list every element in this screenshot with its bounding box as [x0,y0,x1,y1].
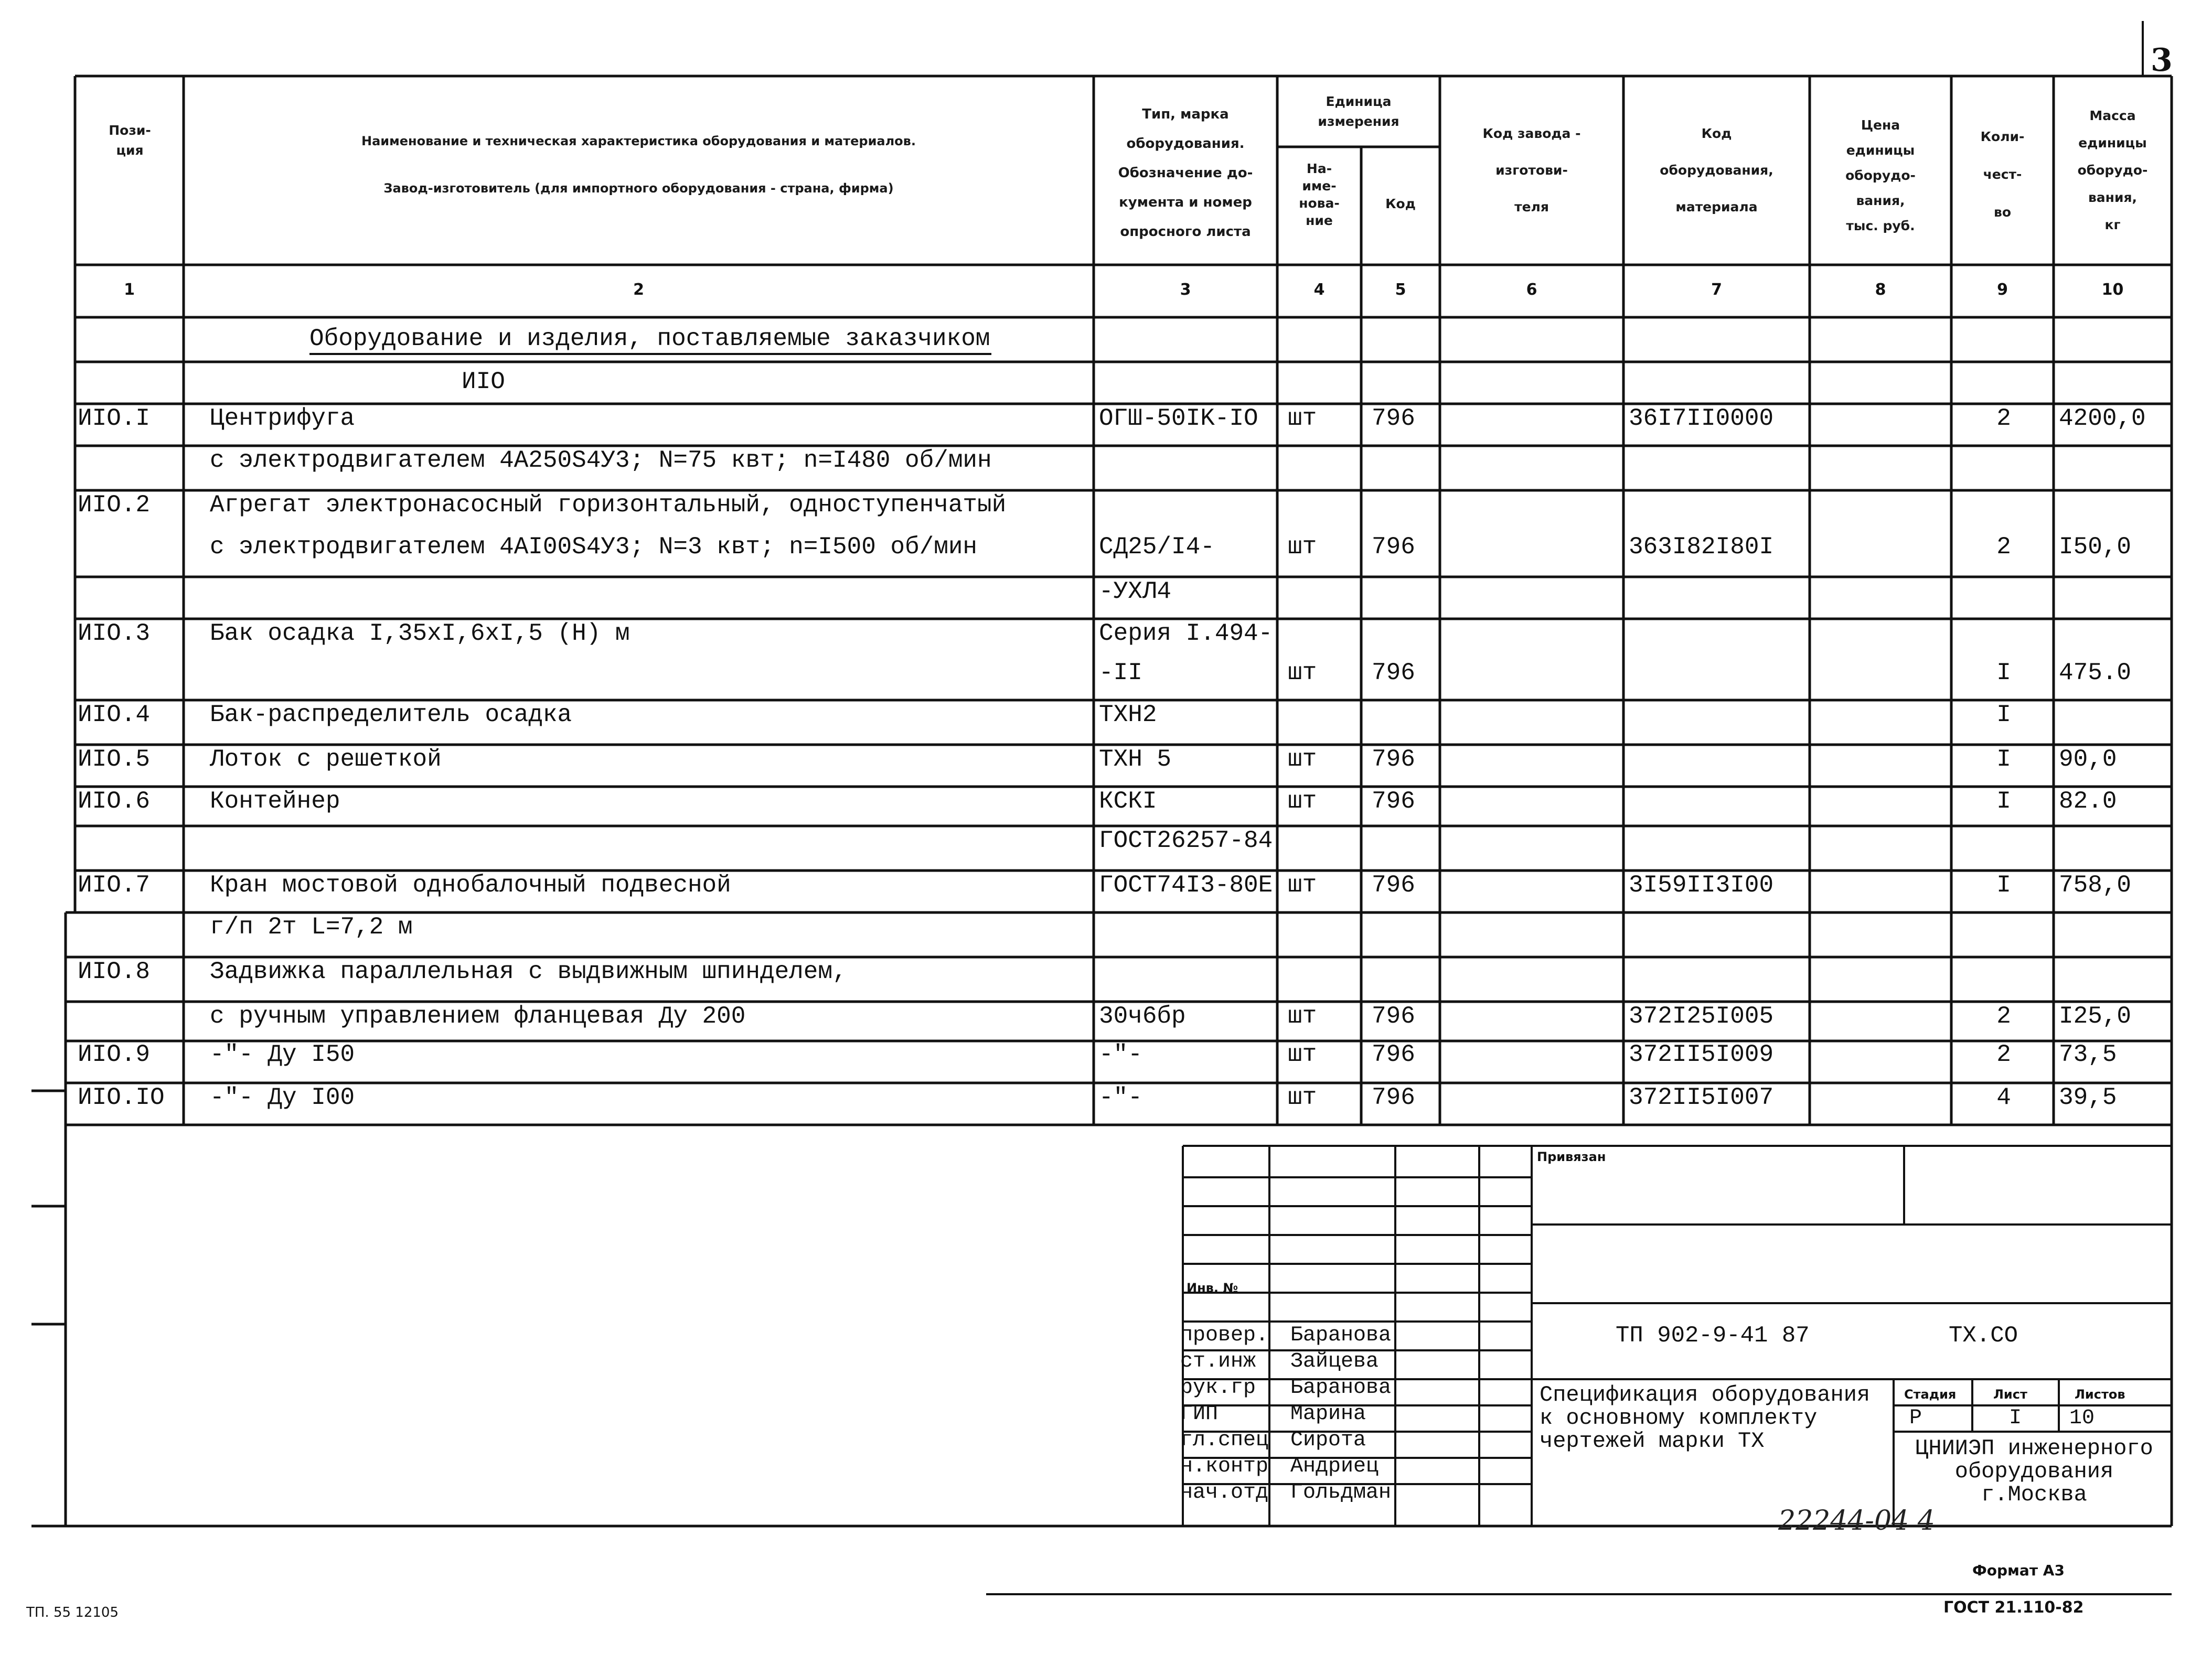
row-11-pos: ИIO.7 [78,872,151,899]
sheet-number: 3 [2151,42,2173,79]
row-16-name: -"- Ду I00 [210,1084,355,1111]
header-name-line1: Наименование и техническая характеристика оборудования и материалов. [361,134,916,148]
row-8-code: 796 [1372,746,1415,773]
inv-no-label: Инв. № [1187,1281,1238,1295]
row-11-name: Кран мостовой однобалочный подвесной [210,872,731,899]
bottom-left-code: ТП. 55 12105 [26,1605,119,1620]
row-3-unit: шт [1288,533,1317,561]
row-11-qty: I [1996,872,2011,899]
row-0-code: 796 [1372,405,1415,432]
row-11-unit: шт [1288,872,1317,899]
role-1: ст.инж [1180,1350,1256,1373]
role-name-5: Андриец [1290,1455,1379,1478]
row-16-unit: шт [1288,1084,1317,1111]
col-number-3: 3 [1180,281,1191,299]
row-7-qty: I [1996,701,2011,728]
row-16-equip-code: 372II5I007 [1629,1084,1774,1111]
row-0-pos: ИIO.I [78,405,151,432]
row-6-type: -II [1099,659,1142,686]
format-label: Формат А3 [1972,1562,2065,1579]
row-0-type: ОГШ-50IK-IO [1099,405,1258,432]
row-15-qty: 2 [1996,1041,2011,1068]
col-number-10: 10 [2101,281,2124,299]
stage-label: Стадия [1904,1387,1957,1402]
row-9-qty: I [1996,788,2011,815]
row-15-pos: ИIO.9 [78,1041,151,1068]
row-15-code: 796 [1372,1041,1415,1068]
row-9-name: Контейнер [210,788,340,815]
row-0-name: Центрифуга [210,405,355,432]
header-quantity: Коли- чест- во [1980,129,2025,220]
row-2-pos: ИIO.2 [78,491,151,519]
row-16-qty: 4 [1996,1084,2011,1111]
row-7-type: ТХН2 [1099,701,1157,728]
sheet-value: I [2009,1406,2022,1430]
row-9-unit: шт [1288,788,1317,815]
group-title: ИIO [462,368,505,395]
row-13-pos: ИIO.8 [78,958,151,985]
row-16-pos: ИIO.IO [78,1084,165,1111]
header-type: Тип, марка оборудования. Обозначение до- кумента и номер опросного листа [1118,106,1253,240]
header-price: Цена единицы оборудо- вания, тыс. руб. [1845,117,1916,233]
role-name-2: Баранова [1290,1376,1392,1400]
header-position: Пози- ция [109,123,151,158]
mark-code: ТХ.СО [1949,1323,2018,1349]
header-unit-name: На- име- нова- ние [1299,161,1340,228]
sheet-label: Лист [1993,1387,2027,1402]
row-0-mass: 4200,0 [2059,405,2146,432]
row-7-name: Бак-распределитель осадка [210,701,572,728]
row-6-code: 796 [1372,659,1415,686]
row-9-type: КСКI [1099,788,1157,815]
stage-value: Р [1909,1406,1922,1430]
section-title: Оборудование и изделия, поставляемые заказчиком [309,325,990,352]
row-5-name: Бак осадка I,35хI,6хI,5 (Н) м [210,620,630,647]
row-2-name: Агрегат электронасосный горизонтальный, одноступенчатый [210,491,1007,519]
row-11-mass: 758,0 [2059,872,2132,899]
header-unit: Единица измерения [1318,94,1399,129]
role-6: нач.отд [1180,1481,1269,1505]
row-9-pos: ИIO.6 [78,788,151,815]
row-3-name: с электродвигателем 4АI00S4У3; N=3 квт; n=I500 об/мин [210,533,978,561]
row-13-name: Задвижка параллельная с выдвижным шпинделем, [210,958,847,985]
row-16-type: -"- [1099,1084,1142,1111]
row-11-code: 796 [1372,872,1415,899]
row-6-mass: 475.0 [2059,659,2132,686]
row-0-qty: 2 [1996,405,2011,432]
role-name-0: Баранова [1290,1324,1392,1347]
organization: ЦНИИЭП инженерного оборудования г.Москва [1915,1436,2153,1507]
header-equip-code: Код оборудования, материала [1660,126,1773,214]
row-16-code: 796 [1372,1084,1415,1111]
role-4: гл.спец [1180,1429,1269,1452]
privyazan-label: Привязан [1537,1150,1606,1164]
row-16-mass: 39,5 [2059,1084,2117,1111]
header-plant-code: Код завода - изготови- теля [1482,126,1581,214]
row-14-qty: 2 [1996,1003,2011,1030]
row-7-pos: ИIO.4 [78,701,151,728]
role-5: н.контр [1180,1455,1269,1478]
role-name-4: Сирота [1290,1429,1366,1452]
row-15-mass: 73,5 [2059,1041,2117,1068]
row-15-equip-code: 372II5I009 [1629,1041,1774,1068]
row-5-pos: ИIO.3 [78,620,151,647]
row-9-code: 796 [1372,788,1415,815]
row-11-type: ГОСТ74I3-80Е [1099,872,1273,899]
row-8-pos: ИIO.5 [78,746,151,773]
row-12-name: г/п 2т L=7,2 м [210,914,413,941]
doc-code: ТП 902-9-41 87 [1616,1323,1810,1349]
row-10-type: ГОСТ26257-84 [1099,827,1273,854]
col-number-6: 6 [1526,281,1537,299]
role-name-1: Зайцева [1290,1350,1379,1373]
row-1-name: с электродвигателем 4А250S4У3; N=75 квт; n=I480 об/мин [210,447,992,474]
row-8-mass: 90,0 [2059,746,2117,773]
col-number-8: 8 [1875,281,1886,299]
row-3-mass: I50,0 [2059,533,2132,561]
row-15-type: -"- [1099,1041,1142,1068]
document-title: Спецификация оборудования к основному комплекту чертежей марки ТХ [1540,1382,1871,1454]
row-8-qty: I [1996,746,2011,773]
sheets-label: Листов [2075,1387,2125,1402]
col-number-1: 1 [124,281,135,299]
row-14-equip-code: 372I25I005 [1629,1003,1774,1030]
row-11-equip-code: 3I59II3I00 [1629,872,1774,899]
row-8-name: Лоток с решеткой [210,746,442,773]
header-mass: Масса единицы оборудо- вания, кг [2077,108,2148,232]
row-4-type: -УХЛ4 [1099,578,1172,605]
row-3-qty: 2 [1996,533,2011,561]
role-3: ГИП [1180,1402,1219,1426]
row-5-type: Серия I.494- [1099,620,1273,647]
col-number-4: 4 [1313,281,1325,299]
row-14-name: с ручным управлением фланцевая Ду 200 [210,1003,746,1030]
row-14-code: 796 [1372,1003,1415,1030]
sheets-value: 10 [2069,1406,2095,1430]
row-15-unit: шт [1288,1041,1317,1068]
header-unit-code: Код [1385,196,1416,211]
row-6-qty: I [1996,659,2011,686]
row-8-type: ТХН 5 [1099,746,1172,773]
row-14-type: 30ч6бр [1099,1003,1186,1030]
row-14-unit: шт [1288,1003,1317,1030]
col-number-5: 5 [1395,281,1406,299]
row-8-unit: шт [1288,746,1317,773]
role-0: провер. [1180,1324,1269,1347]
bottom-code: 22244-04 4 [1778,1505,1935,1537]
row-14-mass: I25,0 [2059,1003,2132,1030]
col-number-7: 7 [1711,281,1722,299]
header-name-line2: Завод-изготовитель (для импортного оборудования - страна, фирма) [383,181,894,196]
row-3-equip-code: 363I82I80I [1629,533,1774,561]
row-0-equip-code: 36I7II0000 [1629,405,1774,432]
col-number-9: 9 [1997,281,2008,299]
row-15-name: -"- Ду I50 [210,1041,355,1068]
row-6-unit: шт [1288,659,1317,686]
row-3-type: СД25/I4- [1099,533,1215,561]
role-name-3: Марина [1290,1402,1366,1426]
gost-label: ГОСТ 21.110-82 [1943,1598,2084,1617]
role-2: рук.гр [1180,1376,1256,1400]
row-3-code: 796 [1372,533,1415,561]
role-name-6: Гольдман [1290,1481,1392,1505]
row-9-mass: 82.0 [2059,788,2117,815]
col-number-2: 2 [633,281,644,299]
row-0-unit: шт [1288,405,1317,432]
